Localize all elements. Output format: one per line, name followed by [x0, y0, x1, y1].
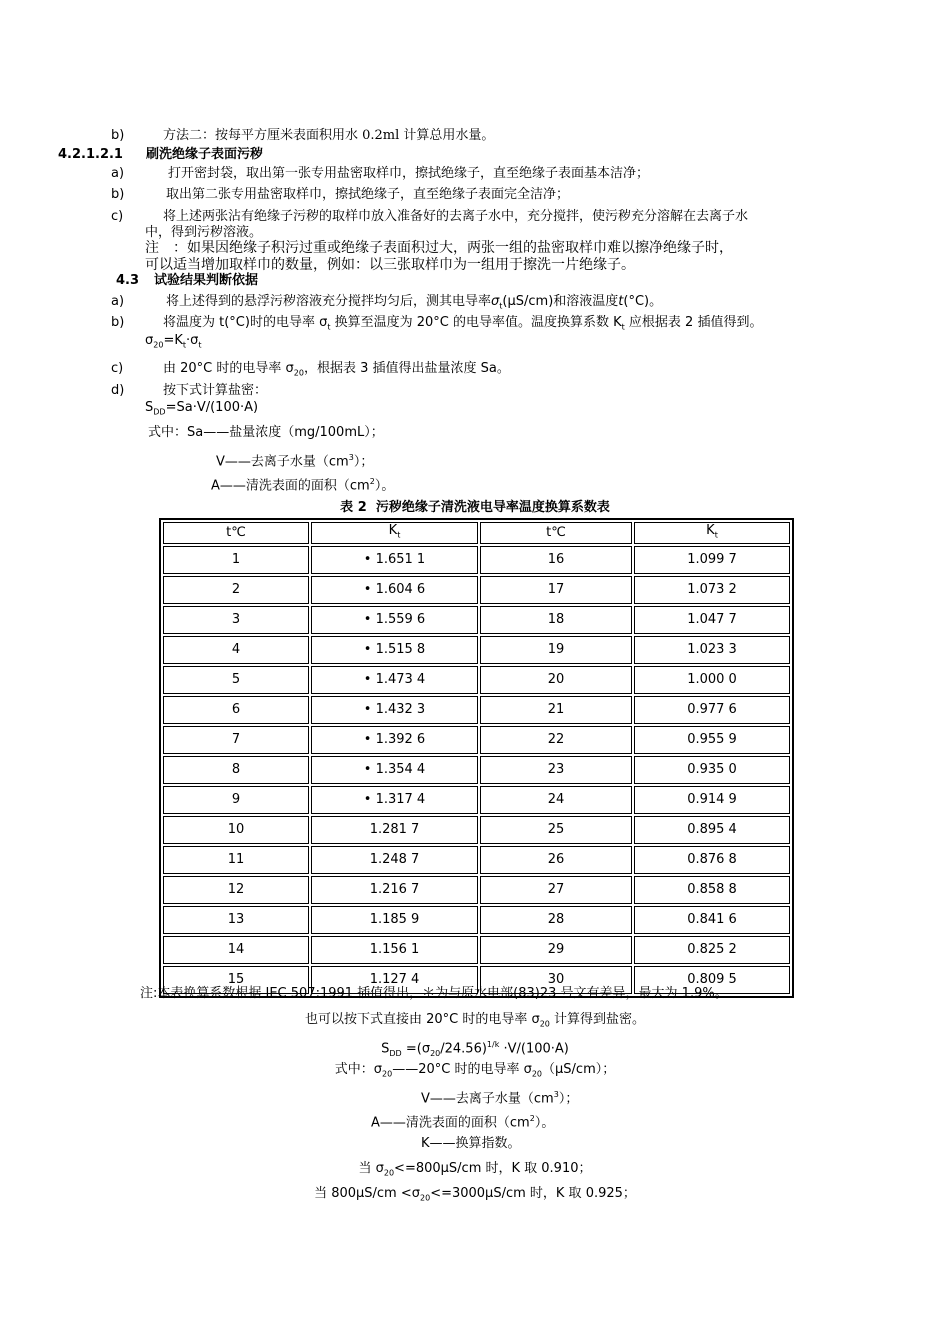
cell-kt: 1.127 4 — [311, 966, 478, 994]
item-d-label: d) — [111, 383, 125, 398]
cell-kt: 1.023 3 — [634, 636, 790, 664]
cell-kt: 0.841 6 — [634, 906, 790, 934]
cell-temperature: 1 — [163, 546, 309, 574]
cell-kt: 1.000 0 — [634, 666, 790, 694]
cell-kt: 0.876 8 — [634, 846, 790, 874]
cell-temperature: 27 — [480, 876, 632, 904]
cell-temperature: 13 — [163, 906, 309, 934]
cell-temperature: 3 — [163, 606, 309, 634]
section-4-3-title: 试验结果判断依据 — [154, 273, 259, 288]
cell-kt: 0.809 5 — [634, 966, 790, 994]
cell-temperature: 2 — [163, 576, 309, 604]
cell-kt: • 1.604 6 — [311, 576, 478, 604]
cell-kt: 0.825 2 — [634, 936, 790, 964]
item-d-text: 按下式计算盐密： — [163, 383, 268, 398]
cell-temperature: 4 — [163, 636, 309, 664]
cell-kt: 1.156 1 — [311, 936, 478, 964]
cell-kt: • 1.392 6 — [311, 726, 478, 754]
cell-kt: 1.185 9 — [311, 906, 478, 934]
cell-kt: • 1.515 8 — [311, 636, 478, 664]
item-b-label: b) — [111, 315, 125, 330]
cell-kt: • 1.317 4 — [311, 786, 478, 814]
cell-temperature: 28 — [480, 906, 632, 934]
item-a-label: a) — [111, 166, 125, 181]
cell-temperature: 10 — [163, 816, 309, 844]
cell-temperature: 11 — [163, 846, 309, 874]
cell-temperature: 7 — [163, 726, 309, 754]
cell-temperature: 18 — [480, 606, 632, 634]
cell-kt: 1.047 7 — [634, 606, 790, 634]
item-b-label: b) — [111, 128, 125, 143]
formula-salt-density: $S_{DD}=Sa\cdot V/(100\cdot A)$ — [145, 400, 259, 417]
cell-kt: 0.858 8 — [634, 876, 790, 904]
k-condition-2: 当 $800\mu S/cm <\sigma_{20}<=3000\mu S/cm$ 时，K 取 0.925； — [314, 1186, 636, 1203]
item-c-label: c) — [111, 209, 124, 224]
table-row — [163, 576, 790, 604]
temperature-conversion-table — [159, 518, 794, 998]
table-row — [163, 756, 790, 784]
cell-kt: • 1.473 4 — [311, 666, 478, 694]
cell-temperature: 19 — [480, 636, 632, 664]
cell-temperature: 5 — [163, 666, 309, 694]
cell-kt: 1.248 7 — [311, 846, 478, 874]
cell-kt: 0.935 0 — [634, 756, 790, 784]
cell-temperature: 15 — [163, 966, 309, 994]
cell-kt: • 1.354 4 — [311, 756, 478, 784]
note-line-1: 注 ：如果因绝缘子积污过重或绝缘子表面积过大，两张一组的盐密取样巾难以擦净绝缘子时， — [145, 240, 733, 256]
table-row — [163, 726, 790, 754]
cell-kt: 0.895 4 — [634, 816, 790, 844]
cell-temperature: 30 — [480, 966, 632, 994]
cell-kt: 1.281 7 — [311, 816, 478, 844]
item-c-text: 由 20°C 时的电导率 $\sigma_{20}$，根据表 3 插值得出盐量浓度 Sa。 — [163, 361, 510, 378]
cell-kt: 1.099 7 — [634, 546, 790, 574]
cell-temperature: 24 — [480, 786, 632, 814]
table-row — [163, 636, 790, 664]
cell-kt: 1.073 2 — [634, 576, 790, 604]
where-v: V——去离子水量$(cm^3)$； — [216, 453, 374, 470]
table-row — [163, 696, 790, 724]
table-header-row — [163, 522, 790, 544]
where-sigma20: 式中：$\sigma_{20}——20^\circ C$ 时的电导率 $\sigma_{20}(\mu S/cm)$； — [334, 1062, 616, 1079]
table-row — [163, 816, 790, 844]
cell-kt: 0.977 6 — [634, 696, 790, 724]
table-note: 注:本表换算系数根据 IEC 507:1991 插值得出，＊为与原水电部(83)23 号文有差异，最大为 1.9%。 — [140, 986, 728, 1001]
note-line-2: 可以适当增加取样巾的数量，例如：以三张取样巾为一组用于擦洗一片绝缘子。 — [145, 257, 635, 273]
cell-temperature: 6 — [163, 696, 309, 724]
item-b-text: 方法二：按每平方厘米表面积用水 0.2ml 计算总用水量。 — [163, 128, 495, 143]
section-4-2-1-2-1-title: 刷洗绝缘子表面污秽 — [146, 147, 264, 162]
formula-sigma20: $\sigma_{20}=K_t\cdot\sigma_t$ — [145, 333, 202, 350]
item-b-text: 取出第二张专用盐密取样巾，擦拭绝缘子，直至绝缘子表面完全洁净； — [166, 187, 570, 202]
cell-temperature: 23 — [480, 756, 632, 784]
cell-temperature: 14 — [163, 936, 309, 964]
item-b-text: 将温度为 t(°C)时的电导率 $\sigma_t$ 换算至温度为 20°C 的电导率值。温度换算系数 $K_t$ 应根据表 2 插值得到。 — [163, 315, 763, 332]
table-row — [163, 936, 790, 964]
where-a: A——清洗表面的面积$(cm^2)$。 — [211, 477, 395, 494]
table-caption: 表 2 污秽绝缘子清洗液电导率温度换算系数表 — [340, 500, 610, 515]
item-c-text: 将上述两张沾有绝缘子污秽的取样巾放入准备好的去离子水中，充分搅拌，使污秽充分溶解在去离子水 — [163, 209, 749, 224]
cell-temperature: 9 — [163, 786, 309, 814]
table-row — [163, 546, 790, 574]
cell-kt: • 1.559 6 — [311, 606, 478, 634]
cell-kt: • 1.651 1 — [311, 546, 478, 574]
table-row — [163, 906, 790, 934]
item-c-label: c) — [111, 361, 124, 376]
cell-temperature: 21 — [480, 696, 632, 724]
item-b-label: b) — [111, 187, 125, 202]
table-row — [163, 786, 790, 814]
section-4-3-number: 4.3 — [116, 273, 140, 288]
cell-temperature: 8 — [163, 756, 309, 784]
direct-calc-intro: 也可以按下式直接由 20°C 时的电导率 $\sigma_{20}$ 计算得到盐密。 — [304, 1012, 646, 1029]
cell-temperature: 22 — [480, 726, 632, 754]
table-row — [163, 666, 790, 694]
cell-temperature: 29 — [480, 936, 632, 964]
formula-direct-salt-density: $S_{DD} =(\sigma_{20}/24.56)^{1/k} \cdot V/(100\cdot A)$ — [381, 1040, 569, 1058]
section-4-2-1-2-1-number: 4.2.1.2.1 — [58, 147, 123, 162]
table-row — [163, 876, 790, 904]
where-sa: 式中：Sa——盐量浓度（mg/100mL）； — [148, 425, 384, 440]
where-a: A——清洗表面的面积$(cm^2)$。 — [371, 1114, 555, 1131]
where-v: V——去离子水量$(cm^3)$； — [421, 1090, 579, 1107]
where-k: K——换算指数。 — [421, 1136, 521, 1151]
cell-kt: 1.216 7 — [311, 876, 478, 904]
item-a-label: a) — [111, 294, 125, 309]
cell-temperature: 16 — [480, 546, 632, 574]
cell-kt: 0.955 9 — [634, 726, 790, 754]
cell-temperature: 25 — [480, 816, 632, 844]
header-kt: $K_t$ — [634, 522, 790, 544]
table-row — [163, 846, 790, 874]
header-temperature: t℃ — [480, 522, 632, 544]
item-a-text: 将上述得到的悬浮污秽溶液充分搅拌均匀后，测其电导率$\sigma_t(\mu S/cm)$和溶液温度t(°C)。 — [166, 294, 663, 311]
cell-temperature: 26 — [480, 846, 632, 874]
cell-temperature: 17 — [480, 576, 632, 604]
cell-temperature: 12 — [163, 876, 309, 904]
item-c-text-continued: 中，得到污秽溶液。 — [145, 225, 263, 240]
k-condition-1: 当 $\sigma_{20}<=800\mu S/cm$ 时，K 取 0.910； — [358, 1161, 592, 1178]
header-kt: $K_t$ — [311, 522, 478, 544]
cell-kt: 0.914 9 — [634, 786, 790, 814]
cell-kt: • 1.432 3 — [311, 696, 478, 724]
cell-temperature: 20 — [480, 666, 632, 694]
item-a-text: 打开密封袋，取出第一张专用盐密取样巾，擦拭绝缘子，直至绝缘子表面基本洁净； — [168, 166, 650, 181]
table-row — [163, 606, 790, 634]
header-temperature: t℃ — [163, 522, 309, 544]
